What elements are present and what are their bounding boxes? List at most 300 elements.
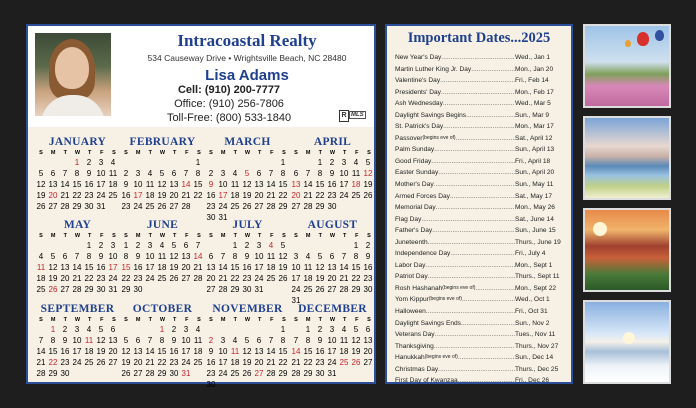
holiday-name: Halloween xyxy=(395,308,426,316)
day-cell: 30 xyxy=(133,285,143,294)
blank-day xyxy=(314,240,326,251)
month-january xyxy=(35,136,120,212)
weekday-label: F xyxy=(270,233,274,239)
blank-day xyxy=(290,157,302,168)
holiday-name: Easter Sunday xyxy=(395,169,439,177)
day-cell: 25 xyxy=(351,191,361,200)
day-cell: 9 xyxy=(329,169,335,178)
day-cell: 28 xyxy=(218,285,228,294)
weekday-label: S xyxy=(294,150,298,156)
weekday-label: S xyxy=(282,150,286,156)
month-name: NOVEMBER xyxy=(212,303,283,315)
balloons-photo xyxy=(583,24,671,108)
day-cell: 23 xyxy=(206,202,216,211)
holiday-name: Independence Day xyxy=(395,250,451,258)
day-cell: 17 xyxy=(145,263,155,272)
day-cell: 4 xyxy=(110,158,116,167)
blank-day xyxy=(253,324,265,335)
day-cell: 23 xyxy=(363,274,373,283)
day-cell: 11 xyxy=(36,263,46,272)
day-cell: 14 xyxy=(291,347,301,356)
day-cell: 24 xyxy=(108,274,118,283)
day-cell: 16 xyxy=(315,347,325,356)
dot-leader xyxy=(471,64,515,76)
day-cell: 8 xyxy=(50,336,56,345)
dot-leader xyxy=(428,271,515,283)
weekday-label: F xyxy=(185,317,189,323)
day-cell: 18 xyxy=(84,347,94,356)
day-cell: 15 xyxy=(48,347,58,356)
day-cell: 18 xyxy=(303,274,313,283)
day-cell: 7 xyxy=(38,336,44,345)
blank-day xyxy=(120,157,132,168)
day-cell: 19 xyxy=(242,358,252,367)
day-cell: 20 xyxy=(363,347,373,356)
day-cell: 21 xyxy=(303,191,313,200)
holiday-date: Mon., Sept 1 xyxy=(515,261,553,269)
weekday-label: T xyxy=(63,233,67,239)
day-cell: 7 xyxy=(195,241,201,250)
holiday-date: Thurs., June 19 xyxy=(515,238,561,246)
day-cell: 3 xyxy=(329,325,335,334)
blank-day xyxy=(326,240,338,251)
weekday-header xyxy=(120,150,205,156)
weekday-label: T xyxy=(87,317,92,323)
weekday-label: W xyxy=(244,150,251,156)
weekday-label: W xyxy=(159,317,166,323)
weekday-label: S xyxy=(367,150,371,156)
dot-leader xyxy=(450,191,515,203)
day-cell: 8 xyxy=(74,169,80,178)
weekday-label: F xyxy=(100,233,104,239)
weekday-header xyxy=(120,317,205,323)
weekday-label: T xyxy=(63,150,67,156)
day-cell: 19 xyxy=(351,347,361,356)
day-cell: 25 xyxy=(230,202,240,211)
weekday-label: S xyxy=(124,150,128,156)
holiday-name: Ash Wednesday xyxy=(395,100,443,108)
day-cell: 5 xyxy=(123,336,129,345)
holiday-date: Sun., Nov 2 xyxy=(515,319,550,327)
holiday-date: Sun., Mar 9 xyxy=(515,111,550,119)
holiday-name: Palm Sunday xyxy=(395,146,435,154)
holiday-name: Labor Day xyxy=(395,261,426,269)
important-date-row xyxy=(395,52,567,64)
day-cell: 30 xyxy=(60,369,70,378)
day-cell: 30 xyxy=(242,285,252,294)
weekday-label: F xyxy=(355,150,359,156)
day-cell: 20 xyxy=(181,263,191,272)
important-date-row xyxy=(395,167,567,179)
day-cell: 20 xyxy=(206,274,216,283)
day-cell: 29 xyxy=(230,285,240,294)
important-date-row xyxy=(395,179,567,191)
month-may xyxy=(35,219,120,295)
day-cell: 28 xyxy=(339,285,349,294)
day-cell: 12 xyxy=(169,252,179,261)
day-cell: 25 xyxy=(303,285,313,294)
day-cell: 29 xyxy=(315,202,325,211)
day-cell: 21 xyxy=(218,274,228,283)
day-cell: 9 xyxy=(208,180,214,189)
holiday-name: Valentine's Day xyxy=(395,77,441,85)
day-cell: 25 xyxy=(230,369,240,378)
weekday-label: M xyxy=(135,317,141,323)
important-date-row xyxy=(395,283,567,295)
weekday-label: S xyxy=(209,317,213,323)
day-cell: 6 xyxy=(135,336,141,345)
holiday-date: Mon., Feb 17 xyxy=(515,88,554,96)
day-cell: 15 xyxy=(351,263,361,272)
day-cell: 8 xyxy=(123,252,129,261)
day-cell: 28 xyxy=(193,274,203,283)
day-cell: 17 xyxy=(181,347,191,356)
day-cell: 23 xyxy=(60,358,70,367)
day-cell: 23 xyxy=(96,274,106,283)
day-cell: 19 xyxy=(157,191,167,200)
weekday-label: M xyxy=(220,317,226,323)
weekday-label: S xyxy=(39,150,43,156)
day-cell: 13 xyxy=(254,347,264,356)
realtor-logo-icon: R xyxy=(339,110,349,122)
weekday-label: T xyxy=(172,150,177,156)
day-cell: 10 xyxy=(218,180,228,189)
weekday-label: M xyxy=(50,233,56,239)
day-cell: 21 xyxy=(266,358,276,367)
day-cell: 21 xyxy=(266,191,276,200)
day-cell: 4 xyxy=(38,252,44,261)
holiday-date: Sat., June 14 xyxy=(515,215,554,223)
day-cell: 29 xyxy=(303,369,313,378)
day-cell: 8 xyxy=(280,169,286,178)
day-cell: 3 xyxy=(220,169,226,178)
day-cell: 2 xyxy=(171,325,177,334)
day-cell: 15 xyxy=(278,180,288,189)
month-name: JANUARY xyxy=(48,136,107,148)
day-cell: 17 xyxy=(108,263,118,272)
day-cell: 16 xyxy=(60,347,70,356)
holiday-date: Fri., Feb 14 xyxy=(515,77,549,85)
day-cell: 22 xyxy=(315,191,325,200)
day-cell: 15 xyxy=(193,180,203,189)
weekday-label: M xyxy=(135,233,141,239)
mountain-lake-photo xyxy=(583,116,671,200)
day-cell: 17 xyxy=(254,263,264,272)
day-cell: 15 xyxy=(303,347,313,356)
day-cell: 25 xyxy=(193,358,203,367)
calendar-card xyxy=(26,24,376,389)
blank-day xyxy=(302,240,314,251)
day-cell: 9 xyxy=(208,347,214,356)
day-cell: 2 xyxy=(244,241,250,250)
day-cell: 18 xyxy=(266,263,276,272)
day-cell: 12 xyxy=(36,180,46,189)
day-cell: 11 xyxy=(303,263,313,272)
cell-phone: Cell: (910) 200-7777 xyxy=(177,84,281,96)
day-cell: 27 xyxy=(254,202,264,211)
day-cell: 5 xyxy=(353,325,359,334)
weekday-label: S xyxy=(124,233,128,239)
weekday-label: T xyxy=(318,150,322,156)
day-cell: 21 xyxy=(36,358,46,367)
weekday-label: T xyxy=(257,317,262,323)
day-cell: 17 xyxy=(327,347,337,356)
day-cell: 18 xyxy=(36,274,46,283)
day-cell: 22 xyxy=(278,358,288,367)
day-cell: 17 xyxy=(339,180,349,189)
day-cell: 11 xyxy=(230,180,240,189)
day-cell: 12 xyxy=(121,347,131,356)
day-cell: 5 xyxy=(244,336,250,345)
blank-day xyxy=(265,324,277,335)
blank-day xyxy=(156,157,168,168)
dot-leader xyxy=(436,202,515,214)
day-cell: 20 xyxy=(327,274,337,283)
day-cell: 30 xyxy=(206,213,216,222)
day-cell: 3 xyxy=(256,241,262,250)
weekday-label: S xyxy=(282,317,286,323)
day-cell: 20 xyxy=(60,274,70,283)
day-cell: 4 xyxy=(195,325,201,334)
weekday-label: W xyxy=(329,317,336,323)
day-cell: 23 xyxy=(84,191,94,200)
day-cell: 13 xyxy=(108,336,118,345)
holiday-name: Memorial Day xyxy=(395,204,436,212)
day-cell: 9 xyxy=(123,180,129,189)
day-cell: 15 xyxy=(230,263,240,272)
weekday-header xyxy=(290,317,375,323)
holiday-name: Yom Kippur xyxy=(395,296,429,304)
holiday-name: Juneteenth xyxy=(395,238,428,246)
day-cell: 27 xyxy=(291,202,301,211)
day-grid xyxy=(205,240,290,295)
day-cell: 16 xyxy=(169,347,179,356)
company-address: 534 Causeway Drive • Wrightsville Beach, NC 28480 xyxy=(147,53,347,63)
day-cell: 13 xyxy=(254,180,264,189)
important-date-row xyxy=(395,329,567,341)
day-cell: 9 xyxy=(365,252,371,261)
day-cell: 21 xyxy=(193,263,203,272)
day-cell: 13 xyxy=(133,347,143,356)
day-cell: 29 xyxy=(121,285,131,294)
weekday-label: T xyxy=(318,317,322,323)
day-cell: 23 xyxy=(206,369,216,378)
day-cell: 16 xyxy=(96,263,106,272)
dot-leader xyxy=(456,133,515,145)
day-cell: 3 xyxy=(293,252,299,261)
weekday-label: S xyxy=(294,317,298,323)
weekday-label: M xyxy=(220,150,226,156)
dot-leader xyxy=(441,87,515,99)
important-dates-title: Important Dates...2025 xyxy=(407,30,551,46)
day-cell: 15 xyxy=(121,263,131,272)
weekday-label: T xyxy=(172,233,177,239)
day-cell: 22 xyxy=(303,358,313,367)
day-cell: 16 xyxy=(206,191,216,200)
day-cell: 29 xyxy=(48,369,58,378)
holiday-name: St. Patrick's Day xyxy=(395,123,444,131)
day-cell: 6 xyxy=(293,169,299,178)
blank-day xyxy=(229,324,241,335)
day-cell: 26 xyxy=(121,369,131,378)
day-grid xyxy=(205,324,290,390)
important-date-row xyxy=(395,156,567,168)
day-cell: 5 xyxy=(244,169,250,178)
agent-name: Lisa Adams xyxy=(205,67,289,84)
day-cell: 8 xyxy=(353,252,359,261)
day-cell: 27 xyxy=(363,358,373,367)
day-cell: 29 xyxy=(72,202,82,211)
blank-day xyxy=(217,157,229,168)
day-cell: 15 xyxy=(84,263,94,272)
day-cell: 2 xyxy=(365,241,371,250)
day-cell: 1 xyxy=(86,241,92,250)
day-cell: 17 xyxy=(218,358,228,367)
day-cell: 30 xyxy=(84,202,94,211)
blank-day xyxy=(59,240,71,251)
day-cell: 3 xyxy=(74,325,80,334)
blank-day xyxy=(253,157,265,168)
holiday-name: New Year's Day xyxy=(395,54,442,61)
day-cell: 20 xyxy=(254,358,264,367)
day-grid xyxy=(35,240,120,295)
weekday-label: S xyxy=(112,317,116,323)
holiday-date: Thurs., Nov 27 xyxy=(515,342,559,350)
day-cell: 31 xyxy=(254,285,264,294)
month-name: APRIL xyxy=(313,136,352,148)
month-name: AUGUST xyxy=(307,219,358,231)
day-cell: 8 xyxy=(86,252,92,261)
weekday-label: S xyxy=(367,317,371,323)
weekday-header xyxy=(205,317,290,323)
day-cell: 4 xyxy=(268,241,274,250)
day-grid xyxy=(120,324,205,379)
day-cell: 22 xyxy=(230,274,240,283)
day-cell: 19 xyxy=(278,263,288,272)
day-cell: 5 xyxy=(317,252,323,261)
holiday-date: Fri., July 4 xyxy=(515,250,546,258)
day-grid xyxy=(290,240,375,306)
blank-day xyxy=(217,324,229,335)
day-cell: 28 xyxy=(266,369,276,378)
day-cell: 13 xyxy=(48,180,58,189)
weekday-label: W xyxy=(329,150,336,156)
mls-logo-icon: MLS xyxy=(351,112,364,118)
dot-leader xyxy=(438,167,515,179)
month-name: FEBRUARY xyxy=(129,136,196,148)
day-cell: 28 xyxy=(303,202,313,211)
day-cell: 18 xyxy=(108,180,118,189)
holiday-name: Rosh Hashanah xyxy=(395,284,443,292)
blank-day xyxy=(265,157,277,168)
day-cell: 5 xyxy=(171,241,177,250)
day-cell: 6 xyxy=(110,325,116,334)
holiday-name: Veterans Day xyxy=(395,331,435,339)
day-cell: 29 xyxy=(278,202,288,211)
company-name: Intracoastal Realty xyxy=(177,31,317,50)
blank-day xyxy=(35,240,47,251)
day-cell: 1 xyxy=(280,325,286,334)
month-april xyxy=(290,136,375,212)
day-cell: 20 xyxy=(133,358,143,367)
blank-day xyxy=(338,240,350,251)
important-date-row xyxy=(395,260,567,272)
day-cell: 11 xyxy=(339,336,349,345)
month-name: DECEMBER xyxy=(298,303,367,315)
weekday-label: T xyxy=(87,150,92,156)
month-september xyxy=(35,303,120,379)
holiday-date: Sun., April 13 xyxy=(515,146,555,154)
day-cell: 25 xyxy=(84,358,94,367)
blank-day xyxy=(290,240,302,251)
day-cell: 2 xyxy=(208,169,214,178)
day-cell: 14 xyxy=(145,347,155,356)
blank-day xyxy=(144,324,156,335)
day-cell: 18 xyxy=(339,347,349,356)
holiday-note: (begins eve of) xyxy=(424,354,458,361)
day-cell: 1 xyxy=(317,158,323,167)
day-cell: 29 xyxy=(84,285,94,294)
holiday-name: Martin Luther King Jr. Day xyxy=(395,65,472,73)
day-cell: 28 xyxy=(36,369,46,378)
day-cell: 3 xyxy=(110,241,116,250)
day-cell: 14 xyxy=(181,180,191,189)
day-cell: 30 xyxy=(363,285,373,294)
day-cell: 16 xyxy=(84,180,94,189)
day-cell: 7 xyxy=(74,252,80,261)
important-date-row xyxy=(395,98,567,110)
day-cell: 31 xyxy=(108,285,118,294)
important-date-row xyxy=(395,364,567,376)
day-cell: 9 xyxy=(135,252,141,261)
weekday-header xyxy=(290,233,375,239)
blank-day xyxy=(205,324,217,335)
day-cell: 24 xyxy=(327,358,337,367)
holiday-name: Hanukkah xyxy=(395,354,425,362)
blank-day xyxy=(132,324,144,335)
day-cell: 19 xyxy=(315,274,325,283)
day-cell: 26 xyxy=(242,369,252,378)
holiday-note: (begins eve of) xyxy=(442,284,476,291)
day-cell: 6 xyxy=(329,252,335,261)
day-cell: 10 xyxy=(339,169,349,178)
day-cell: 29 xyxy=(278,369,288,378)
weekday-label: F xyxy=(270,150,274,156)
holiday-name: Christmas Day xyxy=(395,365,439,373)
day-cell: 12 xyxy=(157,180,167,189)
day-cell: 23 xyxy=(133,274,143,283)
day-cell: 18 xyxy=(193,347,203,356)
holiday-name: Thanksgiving xyxy=(395,342,434,350)
day-cell: 9 xyxy=(317,336,323,345)
day-cell: 12 xyxy=(242,180,252,189)
important-date-row xyxy=(395,214,567,226)
dot-leader xyxy=(441,52,515,64)
day-cell: 14 xyxy=(193,252,203,261)
blank-day xyxy=(168,157,180,168)
weekday-label: W xyxy=(329,233,336,239)
blank-day xyxy=(47,240,59,251)
holiday-name: First Day of Kwanzaa xyxy=(395,377,458,385)
blank-day xyxy=(217,240,229,251)
day-cell: 7 xyxy=(183,169,189,178)
day-cell: 5 xyxy=(280,241,286,250)
day-cell: 2 xyxy=(329,158,335,167)
important-date-row xyxy=(395,225,567,237)
weekday-label: S xyxy=(294,233,298,239)
day-cell: 12 xyxy=(315,263,325,272)
day-cell: 31 xyxy=(218,213,228,222)
